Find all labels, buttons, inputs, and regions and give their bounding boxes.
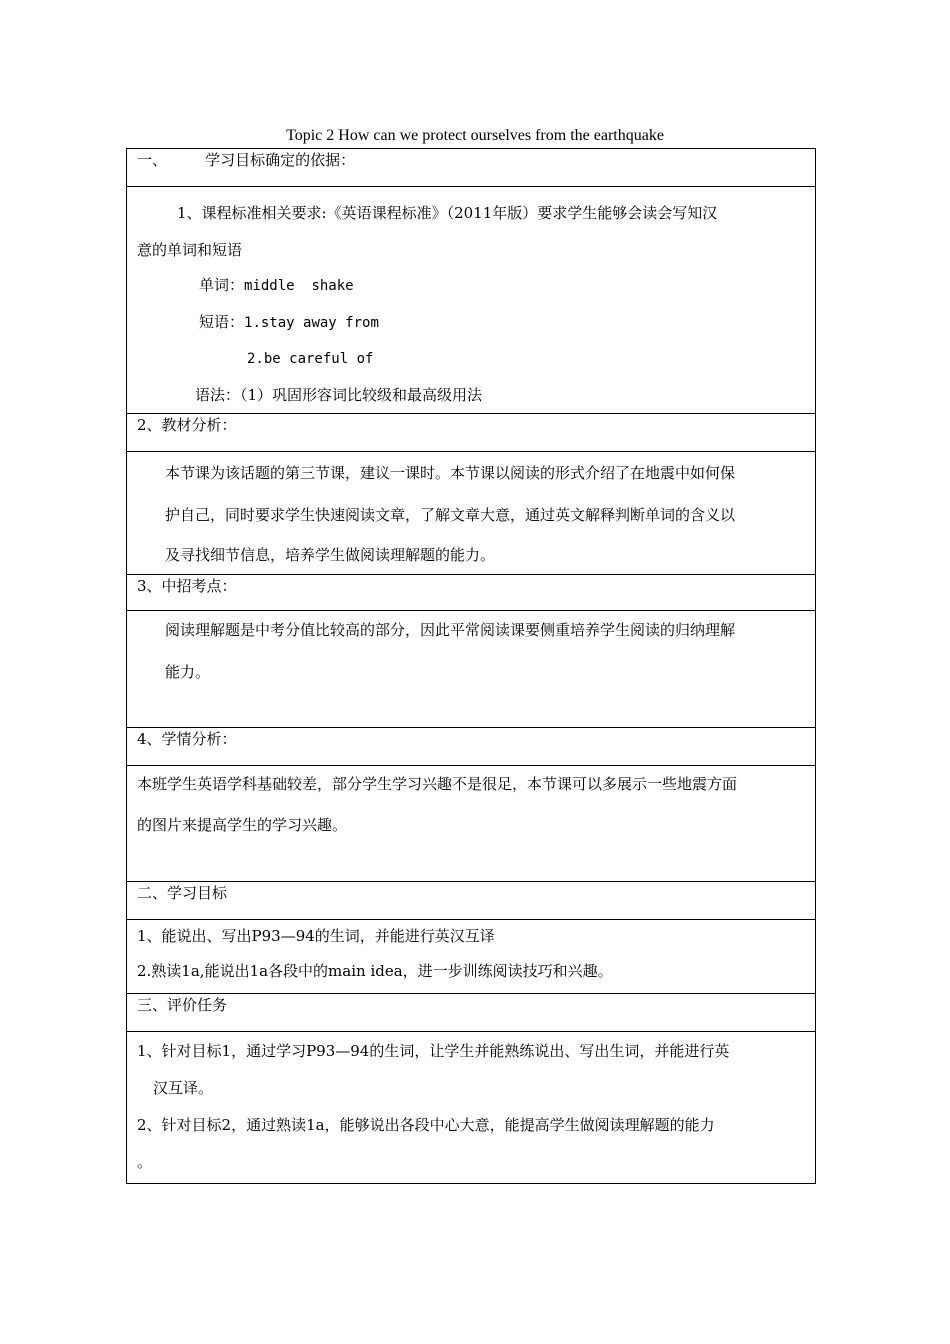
students-line-2: 的图片来提高学生的学习兴趣。 [137,816,348,834]
textbook-line-3: 及寻找细节信息，培养学生做阅读理解题的能力。 [165,546,496,564]
words-label: 单词： [199,276,245,294]
tasks-header-row [127,994,816,1032]
section-exam-cell [127,611,816,728]
task-2-line-1: 2、针对目标2，通过熟读1a，能够说出各段中心大意，能提高学生做阅读理解题的能力 [137,1116,715,1134]
tasks-cell [127,1032,816,1184]
tasks-header: 三、评价任务 [127,994,816,1032]
phrase-2: 2.be careful of [247,351,374,367]
lesson-plan-table [126,148,816,1184]
phrases-line [137,304,807,341]
curriculum-requirement-line-2: 意的单词和短语 [137,241,243,259]
section-basis-header: 一、 学习目标确定的依据： [127,149,816,187]
goals-header-row [127,882,816,920]
goals-header: 二、学习目标 [127,882,816,920]
exam-line-2: 能力。 [165,663,211,681]
grammar-line: 语法：（1）巩固形容词比较级和最高级用法 [195,386,483,404]
section-exam-header: 3、中招考点： [127,575,816,611]
section-basis-row [127,187,816,414]
words-value: middle shake [244,278,354,294]
section-students-cell [127,766,816,882]
task-1-line-2: 汉互译。 [153,1079,214,1097]
section-basis-header-row [127,149,816,187]
section-students-header: 4、学情分析： [127,728,816,766]
words-line [137,267,807,304]
exam-line-1: 阅读理解题是中考分值比较高的部分，因此平常阅读课要侧重培养学生阅读的归纳理解 [165,621,736,639]
task-1-line-1: 1、针对目标1，通过学习P93—94的生词，让学生并能熟练说出、写出生词，并能进行英 [137,1042,730,1060]
textbook-line-1: 本节课为该话题的第三节课，建议一课时。本节课以阅读的形式介绍了在地震中如何保 [165,464,736,482]
section-textbook-cell [127,452,816,575]
tasks-row [127,1032,816,1184]
section-exam-header-row [127,575,816,611]
section-students-row [127,766,816,882]
section-basis-cell [127,187,816,414]
curriculum-requirement-line: 1、课程标准相关要求:《英语课程标准》（2011年版）要求学生能够会读会写知汉 [177,204,718,222]
goals-row [127,920,816,994]
phrase-1: 1.stay away from [244,315,379,331]
section-exam-row [127,611,816,728]
section-textbook-header: 2、教材分析： [127,414,816,452]
goals-cell [127,920,816,994]
document-title: Topic 2 How can we protect ourselves from the earthquake [286,127,664,144]
textbook-line-2: 护自己，同时要求学生快速阅读文章，了解文章大意，通过英文解释判断单词的含义以 [165,506,736,524]
goal-1: 1、能说出、写出P93—94的生词，并能进行英汉互译 [137,927,495,945]
section-students-header-row [127,728,816,766]
phrases-label: 短语： [199,313,245,331]
task-2-line-2: 。 [137,1153,153,1171]
section-textbook-header-row [127,414,816,452]
goal-2: 2.熟读1a,能说出1a各段中的main idea，进一步训练阅读技巧和兴趣。 [137,962,613,980]
students-line-1: 本班学生英语学科基础较差，部分学生学习兴趣不是很足，本节课可以多展示一些地震方面 [137,775,738,793]
section-textbook-row [127,452,816,575]
